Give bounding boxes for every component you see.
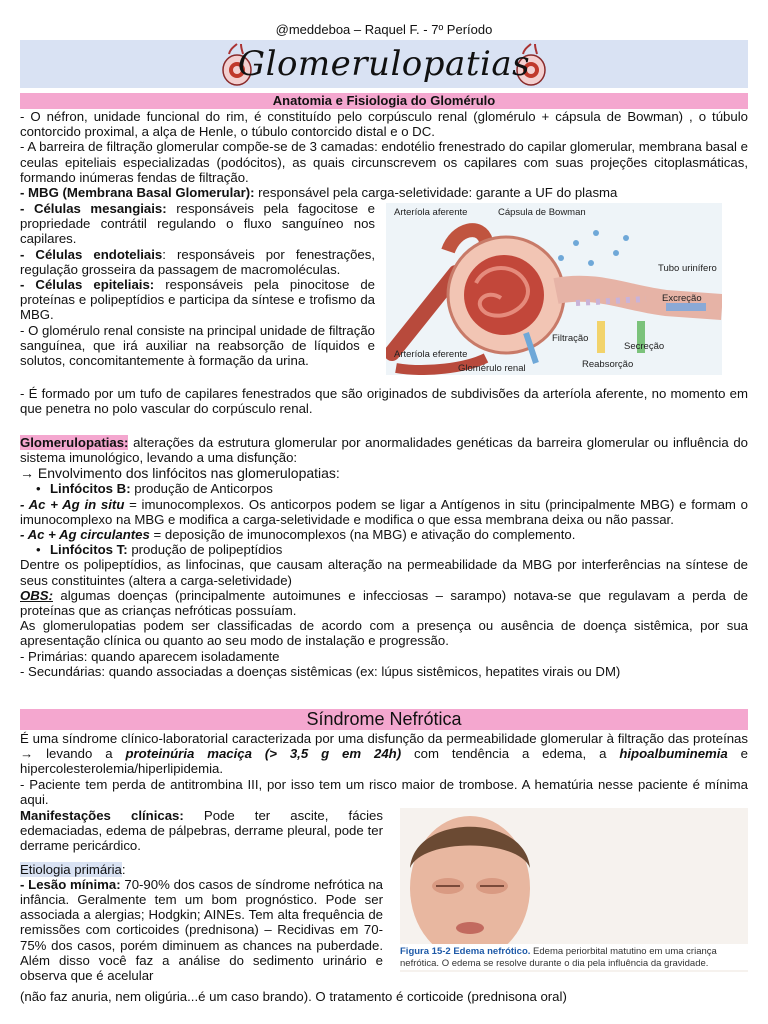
label-excrecao: Excreção: [662, 293, 702, 304]
section-heading-sindrome-nefrotica: Síndrome Nefrótica: [20, 709, 748, 730]
author-line: @meddeboa – Raquel F. - 7º Período: [275, 22, 493, 37]
caption-text: Edema periorbital matutino em uma criança nefrótica. O edema se resolve durante o dia pela influência da gravidade.: [400, 946, 717, 969]
label-reabsorcao: Reabsorção: [582, 359, 634, 370]
hipoalbuminemia-term: hipoalbuminemia: [619, 746, 728, 762]
section-cells-column: [20, 201, 375, 368]
paragraph-tufo: - É formado por um tufo de capilares fenestrados que são originados de subdivisões da arteríola aferente, no momento em que penetra no polo vascular do corpúsculo renal.: [20, 386, 748, 417]
paragraph-obs: [20, 588, 748, 618]
proteinuria-term: proteinúria maciça (> 3,5 g em 24h): [125, 746, 402, 762]
label-glomerulo-renal: Glomérulo renal: [458, 363, 526, 374]
paragraph-mbg: [20, 185, 748, 200]
paragraph-linfocinas: Dentre os polipeptídios, as linfocinas, que causam alteração na permeabilidade da MBG por interferências na síntese de seus constituintes (altera a carga-seletividade): [20, 557, 748, 588]
epiteliais-term: - Células epiteliais:: [20, 277, 155, 293]
paragraph-mesangiais: [20, 201, 375, 247]
obs-label: OBS:: [20, 587, 53, 603]
label-arteriola-aferente: Arteríola aferente: [394, 207, 468, 218]
definicao-text: alterações da estrutura glomerular por anormalidades genéticas da barreira glomerular ou influência do sistema imunológico, levando a uma disfunção:: [20, 435, 748, 466]
paragraph-tratamento: (não faz anuria, nem oligúria...é um caso brando). O tratamento é corticoide (prednisona oral): [20, 989, 567, 1004]
section-glomerulopatias: [20, 435, 748, 679]
bullet-linfocitos-b: [20, 481, 748, 496]
paragraph-glomerulo: - O glomérulo renal consiste na principal unidade de filtração sanguínea, que irá auxiliar na reabsorção de líquidos e solutos, concomitantemente à formação da urina.: [20, 322, 375, 369]
paragraph-primarias: - Primárias: quando aparecem isoladamente: [20, 648, 280, 664]
obs-text: algumas doenças (principalmente autoimunes e infecciosas – sarampo) notava-se que regulavam a perda de proteínas que as crianças nefróticas possuíam.: [20, 587, 748, 619]
lesao-minima-term: - Lesão mínima:: [20, 876, 121, 892]
circulantes-text: = deposição de imunocomplexos (na MBG) e ativação do complemento.: [149, 527, 576, 543]
label-tubo-urinifero: Tubo urinífero: [658, 263, 717, 274]
paragraph-nefron: - O néfron, unidade funcional do rim, é constituído pelo corpúsculo renal (glomérulo + cápsula de Bowman) , o túbulo contorcido proximal, a alça de Henle, o túbulo contorcido distal e o DC.: [20, 109, 748, 140]
paragraph-lesao-minima: [20, 877, 383, 983]
endoteliais-text: : responsáveis por fenestrações, regulação grosseira da passagem de macromoléculas.: [20, 246, 375, 277]
paragraph-classificacao: As glomerulopatias podem ser classificadas de acordo com a presença ou ausência de doença sistêmica, por sua apresentação clínica ou quanto ao seu modo de instalação e progressão.: [20, 618, 748, 649]
bullet-linfocitos-t: [20, 542, 748, 557]
linfocitos-heading: → Envolvimento dos linfócitos nas glomerulopatias:: [20, 465, 340, 482]
paragraph-endoteliais: [20, 247, 375, 277]
paragraph-trombose: - Paciente tem perda de antitrombina III, por isso tem um risco maior de trombose. A hematúria nesse paciente é mínima aqui.: [20, 776, 748, 807]
caption-title: Edema nefrótico.: [450, 946, 531, 957]
in-situ-text: = imunocomplexos. Os anticorpos podem se ligar a Antígenos in situ (principalmente MBG) e formam o imunocomplexo na MBG e modifica a carga-seletividade e modifica o que essa membrana deixa ou não passar.: [20, 496, 748, 527]
paragraph-manifestacoes: [20, 808, 383, 854]
linfocitos-t-text: produção de polipeptídios: [127, 542, 283, 558]
section-sindrome-intro: [20, 731, 748, 807]
def-part-3: e hipercolesterolemia/hiperlipidemia.: [20, 746, 749, 777]
label-filtracao: Filtração: [552, 333, 589, 344]
paragraph-secundarias: - Secundárias: quando associadas a doenças sistêmicas (ex: lúpus sistêmicos, hepatites virais ou DM): [20, 663, 621, 679]
label-capsula-bowman: Cápsula de Bowman: [498, 207, 586, 218]
paragraph-barreira: - A barreira de filtração glomerular compõe-se de 3 camadas: endotélio frenestrado do capilar glomerular, membrana basal e ceulas epiteliais especializadas (podócitos), as quais circunscrevem os capilares com suas projeções citoplasmáticas, formando inúmeras fendas de filtração.: [20, 139, 748, 185]
manifestacoes-term: Manifestações clínicas:: [20, 808, 184, 823]
label-secrecao: Secreção: [624, 341, 665, 352]
glomerulopatias-term: Glomerulopatias:: [20, 435, 129, 450]
linfocitos-b-term: Linfócitos B:: [50, 481, 131, 497]
mbg-text: responsável pela carga-seletividade: garante a UF do plasma: [254, 185, 618, 201]
manifestacoes-text: Pode ter ascite, fácies edemaciadas, edema de pálpebras, derrame pleural, pode ter derrame pericárdico.: [20, 808, 383, 854]
lesao-minima-text: 70-90% dos casos de síndrome nefrótica na infância. Geralmente tem um bom prognóstico. Pode ser associada a alergias; Hodgkin; AINEs. Tem alta frequência de remissões com corticoides (prednisona) – Recidivas em 70-75% dos casos, porém diminuem as chances na puberdade. Além disso você faz a análise do sedimento urinário e observa que é acelular: [20, 876, 383, 984]
def-part-1: É uma síndrome clínico-laboratorial caracterizada por uma disfunção da permeabilidade glomerular à filtração das proteínas → levando a: [20, 731, 748, 762]
etiologia-term: Etiologia primária: [20, 861, 122, 877]
def-part-2: com tendência a edema, a: [401, 746, 620, 762]
paragraph-definicao: [20, 435, 748, 465]
section-heading-anatomia: Anatomia e Fisiologia do Glomérulo: [20, 93, 748, 109]
mbg-term: - MBG (Membrana Basal Glomerular):: [20, 185, 255, 201]
paragraph-epiteliais: [20, 277, 375, 323]
epiteliais-text: responsáveis pela pinocitose de proteínas e polipeptídios e participa da síntese e trofismo da MBG.: [20, 277, 376, 323]
circulantes-term: - Ac + Ag circulantes: [20, 527, 150, 543]
paragraph-in-situ: [20, 497, 748, 527]
page-title: Glomerulopatias: [237, 44, 531, 84]
endoteliais-term: - Células endoteliais: [20, 246, 163, 262]
mesangiais-term: - Células mesangiais:: [20, 201, 167, 216]
etiologia-heading: [20, 862, 383, 877]
section-anatomia-intro: [20, 109, 748, 200]
caption-label: Figura 15-2: [400, 946, 451, 957]
linfocitos-t-term: Linfócitos T:: [50, 542, 128, 558]
glomerulus-diagram: [386, 203, 722, 375]
paragraph-circulantes: [20, 527, 748, 542]
etiologia-colon: :: [121, 861, 126, 877]
paragraph-definicao-sindrome: [20, 731, 748, 777]
linfocitos-b-text: produção de Anticorpos: [130, 481, 273, 497]
in-situ-term: - Ac + Ag in situ: [20, 496, 125, 512]
figure-caption: [400, 944, 748, 970]
section-sindrome-column: [20, 808, 383, 983]
mesangiais-text: responsáveis pela fagocitose e propriedade contrátil regulando o fluxo sanguíneo nos capilares.: [20, 201, 375, 247]
label-arteriola-eferente: Arteríola eferente: [394, 349, 468, 360]
